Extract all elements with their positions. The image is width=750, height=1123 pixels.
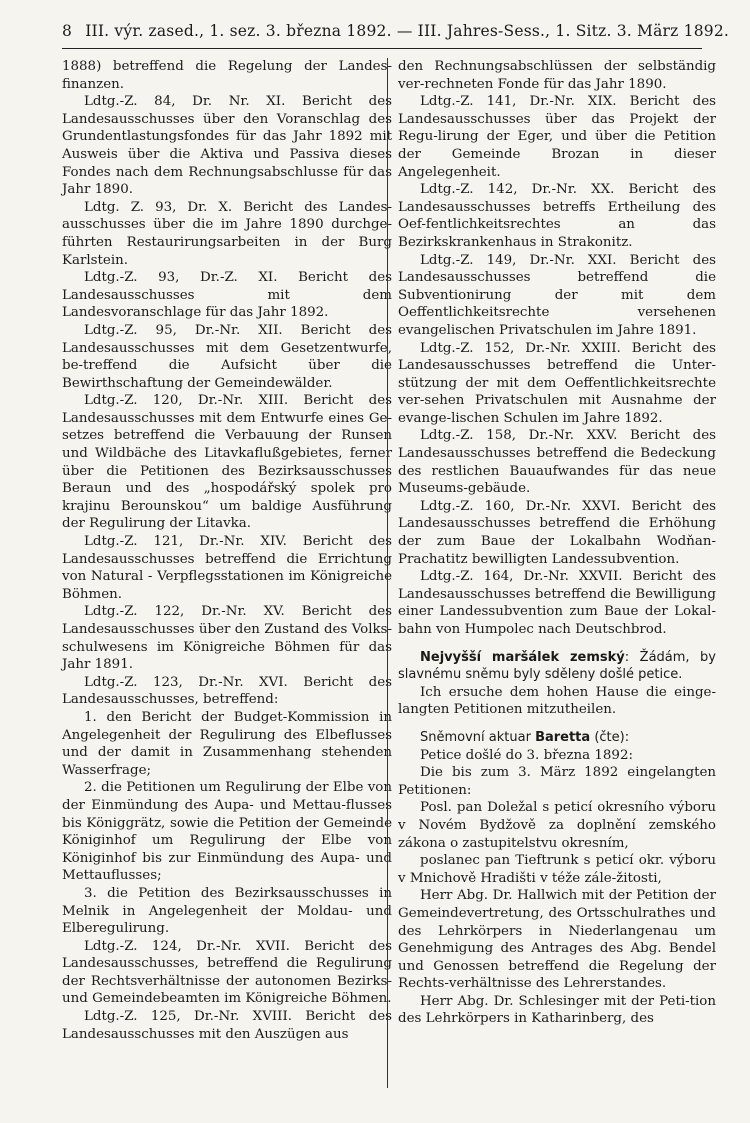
text-paragraph: poslanec pan Tieftrunk s peticí okr. výboru v Mnichově Hradišti v téže zále-žitosti, [398, 853, 716, 886]
speaker-paragraph [398, 649, 716, 684]
text-paragraph: Ldtg.-Z. 142, Dr.-Nr. XX. Bericht des Landesausschusses betreffs Ertheilung des Oef-fentlichkeitsrechtes an das Bezirkskrankenhaus in Strakonitz. [398, 182, 716, 250]
speaker-text: (čte): [590, 729, 630, 745]
text-paragraph: Ldtg.-Z. 123, Dr.-Nr. XVI. Bericht des Landesausschusses, betreffend: [62, 674, 392, 708]
text-paragraph: Ldtg.-Z. 164, Dr.-Nr. XXVII. Bericht des Landesausschusses betreffend die Bewilligung einer Landessubvention zum Baue der Lokal-bahn von Humpolec nach Deutschbrod. [398, 569, 716, 637]
text-paragraph: Ldtg.-Z. 141, Dr.-Nr. XIX. Bericht des Landesausschusses über das Projekt der Regu-lirung der Eger, und über die Petition der Gemeinde Brozan in dieser Angelegenheit. [398, 94, 716, 180]
text-paragraph: Posl. pan Doležal s peticí okresního výboru v Novém Bydžově za doplnění zemského zákona o zastupitelstvu okresním, [398, 800, 716, 851]
text-paragraph: den Rechnungsabschlüssen der selbständig ver-rechneten Fonde für das Jahr 1890. [398, 59, 716, 92]
text-paragraph: Ldtg.-Z. 120, Dr.-Nr. XIII. Bericht des Landesausschusses mit dem Entwurfe eines Ge-setzes betreffend die Verbauung der Runsen und Wildbäche des Litavkaflußgebietes, ferner über die Petitionen des Bezirksausschusses Beraun und des „hospodářský spolek pro krajinu Berounskou“ um baldige Ausführung der Regulirung der Litavka. [62, 393, 392, 532]
text-paragraph: Die bis zum 3. März 1892 eingelangten Petitionen: [398, 765, 716, 798]
text-paragraph: 1. den Bericht der Budget-Kommission in Angelegenheit der Regulirung des Elbeflusses und der damit in Zusammenhang stehenden Wasserfrage; [62, 709, 392, 778]
text-paragraph: Ldtg.-Z. 160, Dr.-Nr. XXVI. Bericht des Landesausschusses betreffend die Erhöhung der zum Baue der Lokalbahn Wodňan-Prachatitz bewilligten Landessubvention. [398, 498, 716, 567]
text-paragraph: Ldtg.-Z. 121, Dr.-Nr. XIV. Bericht des Landesausschusses betreffend die Errichtung von Natural - Verpflegsstationen im Königreiche Böhmen. [62, 534, 392, 602]
paragraph-spacer [398, 719, 716, 729]
page-header [62, 22, 730, 40]
text-paragraph: Ldtg.-Z. 122, Dr.-Nr. XV. Bericht des Landesausschusses über den Zustand des Volks-schulwesens im Königreiche Böhmen für das Jahr 1891. [62, 604, 392, 673]
text-paragraph: Herr Abg. Dr. Hallwich mit der Petition der Gemeindevertretung, des Ortsschulrathes und des Lehrkörpers in Niederlangenau um Genehmigung des Antrages des Abg. Bendel und Genossen betreffend die Regelung der Rechts-verhältnisse des Lehrerstandes. [398, 888, 716, 992]
paragraph-spacer [398, 639, 716, 649]
text-paragraph: Ldtg. Z. 93, Dr. X. Bericht des Landes-ausschusses über die im Jahre 1890 durchge-führten Restaurirungsarbeiten in der Burg Karlstein. [62, 199, 392, 268]
column-divider [387, 58, 388, 1088]
speaker-name: Baretta [535, 729, 591, 745]
text-paragraph: Ldtg.-Z. 124, Dr.-Nr. XVII. Bericht des Landesausschusses, betreffend die Regulirung der Rechtsverhältnisse der autonomen Bezirks- und Gemeindebeamten im Königreiche Böhmen. [62, 938, 392, 1007]
text-paragraph: Ldtg.-Z. 152, Dr.-Nr. XXIII. Bericht des Landesausschusses betreffend die Unter-stützung der mit dem Oeffentlichkeitsrechte ver-sehen Privatschulen mit Ausnahme der evange-lischen Schulen im Jahre 1892. [398, 340, 716, 426]
text-paragraph: Herr Abg. Dr. Schlesinger mit der Peti-tion des Lehrkörpers in Katharinberg, des [398, 993, 716, 1027]
text-paragraph: Ldtg.-Z. 125, Dr.-Nr. XVIII. Bericht des Landesausschusses mit den Auszügen aus [62, 1009, 392, 1042]
text-paragraph: Ldtg.-Z. 158, Dr.-Nr. XXV. Bericht des Landesausschusses betreffend die Bedeckung des restlichen Bauaufwandes für das neue Museums-gebäude. [398, 428, 716, 497]
speaker-name: Nejvyšší maršálek zemský [420, 649, 625, 665]
right-column [398, 58, 716, 1028]
left-column [62, 58, 392, 1043]
text-paragraph: Ldtg.-Z. 95, Dr.-Nr. XII. Bericht des Landesausschusses mit dem Gesetzentwurfe, be-treffend die Aufsicht über die Bewirthschaftung der Gemeindewälder. [62, 322, 392, 391]
text-paragraph: Ldtg.-Z. 84, Dr. Nr. XI. Bericht des Landesausschusses über den Voranschlag des Grundentlastungsfondes für das Jahr 1892 mit Ausweis über die Aktiva und Passiva dieses Fondes nach dem Rechnungsabschlusse für das Jahr 1890. [62, 94, 392, 198]
speaker-role: Sněmovní aktuar [420, 729, 536, 745]
header-rule [62, 48, 702, 49]
text-paragraph: Petice došlé do 3. března 1892: [420, 747, 633, 763]
text-paragraph: Ldtg.-Z. 93, Dr.-Z. XI. Bericht des Landesausschusses mit dem Landesvoranschlage für das Jahr 1892. [62, 270, 392, 321]
text-paragraph: 2. die Petitionen um Regulirung der Elbe von der Einmündung des Aupa- und Mettau-flusses bis Königgrätz, sowie die Petition der Gemeinde Königinhof um Regulirung der Elbe von Königinhof bis zur Einmündung des Aupa- und Mettauflusses; [62, 780, 392, 884]
speaker-text: : Žádám, by slavnému sněmu byly sděleny došlé petice. [398, 649, 716, 683]
speaker-paragraph [398, 729, 716, 747]
text-paragraph: 3. die Petition des Bezirksausschusses in Melnik in Angelegenheit der Moldau- und Elberegulirung. [62, 885, 392, 937]
text-paragraph: 1888) betreffend die Regelung der Landes-finanzen. [62, 59, 392, 92]
text-paragraph: Ldtg.-Z. 149, Dr.-Nr. XXI. Bericht des Landesausschusses betreffend die Subventionirung der mit dem Oeffentlichkeitsrechte versehenen evangelischen Privatschulen im Jahre 1891. [398, 252, 716, 338]
page-number: 8 [62, 22, 73, 40]
text-paragraph: Ich ersuche dem hohen Hause die einge-langten Petitionen mitzutheilen. [398, 684, 716, 718]
running-title: III. výr. zased., 1. sez. 3. března 1892. — III. Jahres-Sess., 1. Sitz. 3. März 1892. [85, 22, 730, 40]
